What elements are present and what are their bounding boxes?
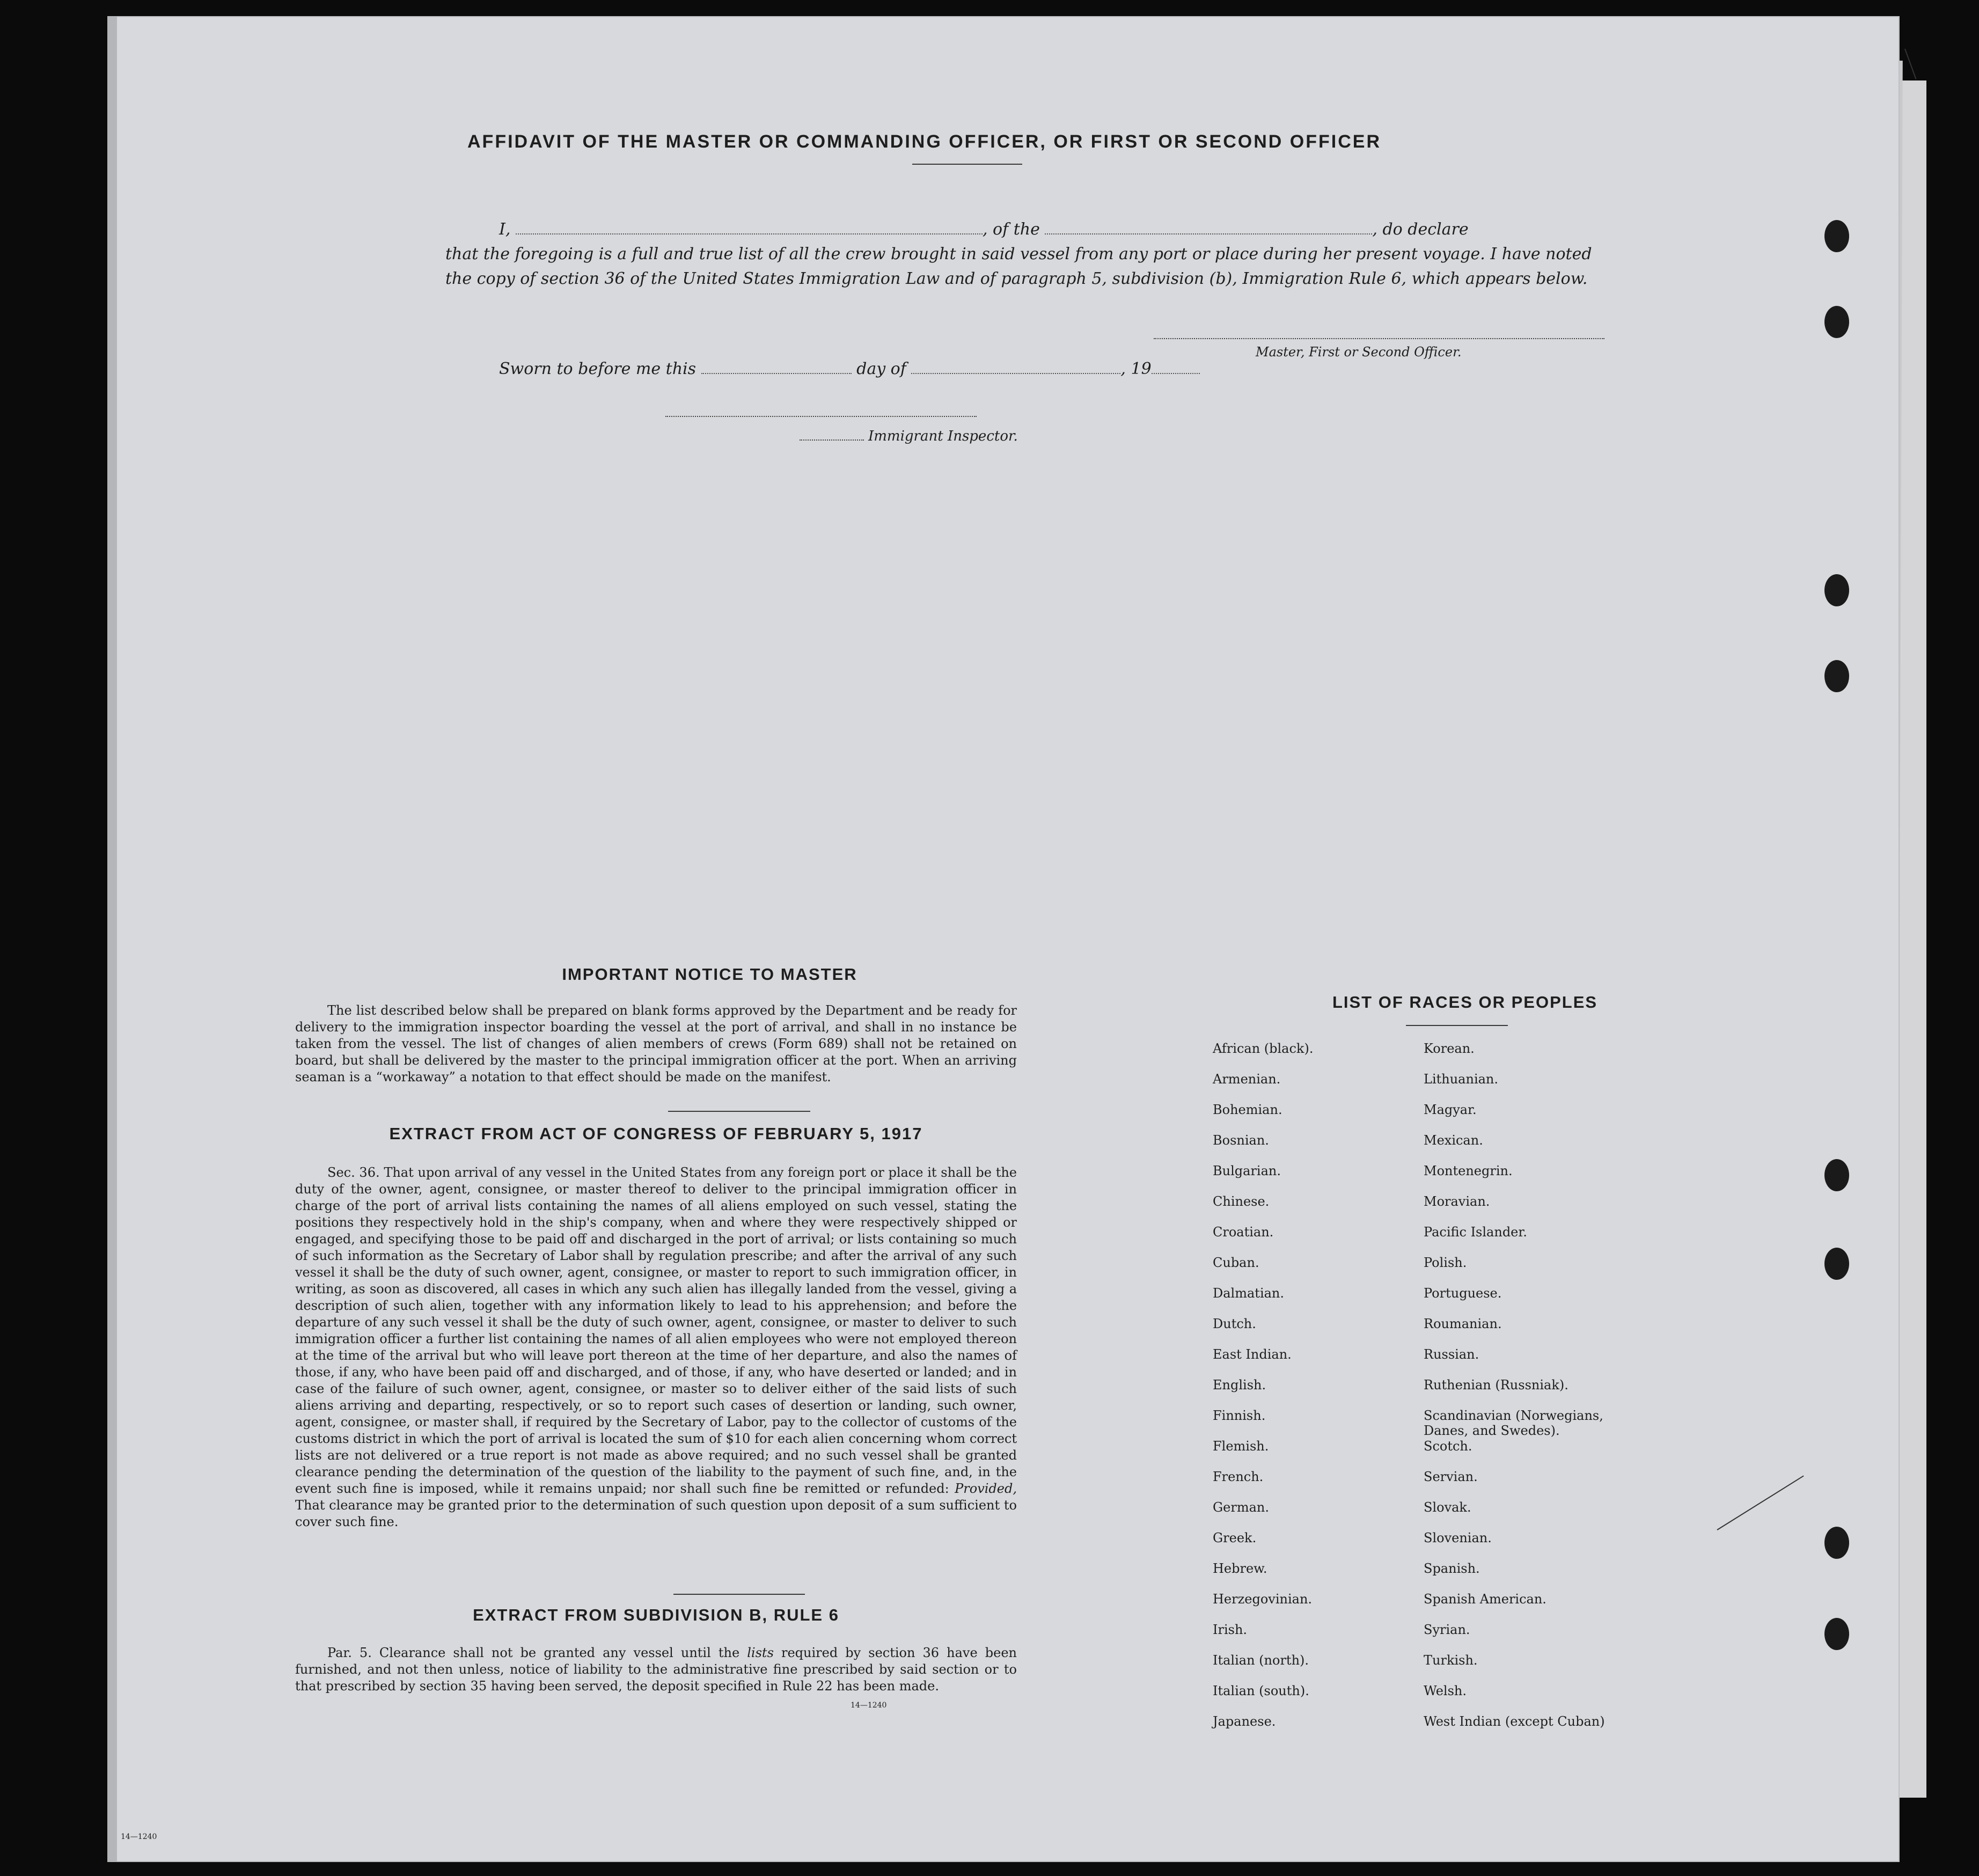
race-item: French. xyxy=(1213,1469,1264,1484)
race-item: Magyar. xyxy=(1424,1102,1477,1117)
race-item: West Indian (except Cuban) xyxy=(1424,1714,1605,1729)
rule-lists: lists xyxy=(747,1645,774,1660)
race-item: Spanish. xyxy=(1424,1561,1480,1576)
of-the-label: , of the xyxy=(982,220,1040,239)
affidavit-title: AFFIDAVIT OF THE MASTER OR COMMANDING OFFICER, OR FIRST OR SECOND OFFICER xyxy=(467,131,1381,152)
affidavit-text xyxy=(445,217,1607,291)
race-item: German. xyxy=(1213,1500,1269,1515)
race-item: Scandinavian (Norwegians, Danes, and Swedes). xyxy=(1424,1408,1603,1438)
race-item: Syrian. xyxy=(1424,1622,1470,1637)
sworn-prefix: Sworn to before me this xyxy=(499,360,697,378)
race-item: Bosnian. xyxy=(1213,1133,1269,1148)
binder-hole-icon xyxy=(1824,1159,1849,1191)
affidavit-body: that the foregoing is a full and true list of all the crew brought in said vessel from any port or place during her present voyage. I have noted the copy of section 36 of the United States Immigration Law and of paragraph 5, subdivision (b), Immigration Rule 6, which appears below. xyxy=(445,245,1592,288)
race-item: African (black). xyxy=(1213,1041,1314,1056)
inspector-line xyxy=(800,428,1018,444)
race-item: Croatian. xyxy=(1213,1225,1274,1240)
pencil-mark xyxy=(1904,49,1916,79)
race-item: Pacific Islander. xyxy=(1424,1225,1527,1240)
race-item: Cuban. xyxy=(1213,1255,1259,1270)
signature-line[interactable] xyxy=(1154,338,1604,339)
race-item: Bohemian. xyxy=(1213,1102,1282,1117)
race-item: Chinese. xyxy=(1213,1194,1270,1209)
binder-hole-icon xyxy=(1824,574,1849,606)
pencil-mark xyxy=(1717,1475,1804,1530)
vessel-blank[interactable] xyxy=(1045,223,1372,234)
race-item: East Indian. xyxy=(1213,1347,1292,1362)
month-blank[interactable] xyxy=(911,362,1120,374)
divider xyxy=(668,1111,810,1112)
day-blank[interactable] xyxy=(701,362,852,374)
race-item: Herzegovinian. xyxy=(1213,1592,1313,1607)
race-item: Bulgarian. xyxy=(1213,1163,1281,1178)
race-item: Korean. xyxy=(1424,1041,1475,1056)
notice-body: The list described below shall be prepared on blank forms approved by the Department and be ready for delivery to the immigration inspector boarding the vessel at the port of arrival, and shall in no instance be taken from the vessel. The list of changes of alien members of crews (Form 689) shall not be retained on board, but shall be delivered by the master to the principal immigration officer at the port. When an arriving seaman is a “workaway” a notation to that effect should be made on the manifest. xyxy=(295,1003,1017,1084)
race-item: Polish. xyxy=(1424,1255,1467,1270)
rule-body-a: Par. 5. Clearance shall not be granted any vessel until the xyxy=(327,1645,747,1660)
binder-hole-icon xyxy=(1824,220,1849,252)
day-of-label: day of xyxy=(856,360,906,378)
inspector-label: Immigrant Inspector. xyxy=(868,428,1018,444)
page-edge xyxy=(107,16,117,1862)
footer-form-number: 14—1240 xyxy=(121,1833,157,1841)
races-title: LIST OF RACES OR PEOPLES xyxy=(1332,993,1598,1012)
act-provided: Provided, xyxy=(955,1481,1017,1496)
divider xyxy=(1406,1025,1508,1026)
race-item: Italian (north). xyxy=(1213,1653,1309,1668)
race-item: Portuguese. xyxy=(1424,1286,1502,1301)
divider xyxy=(912,164,1022,165)
race-item: Roumanian. xyxy=(1424,1316,1502,1331)
notice-title: IMPORTANT NOTICE TO MASTER xyxy=(562,965,857,984)
race-item: Greek. xyxy=(1213,1530,1257,1545)
race-item: Flemish. xyxy=(1213,1439,1269,1454)
rule-form-number: 14—1240 xyxy=(851,1701,887,1710)
binder-hole-icon xyxy=(1824,660,1849,692)
binder-hole-icon xyxy=(1824,1618,1849,1650)
race-item: English. xyxy=(1213,1377,1266,1393)
race-item: Welsh. xyxy=(1424,1683,1467,1698)
signature-label: Master, First or Second Officer. xyxy=(1256,345,1462,360)
race-item: Finnish. xyxy=(1213,1408,1266,1423)
i-label: I, xyxy=(499,220,511,239)
race-item: Moravian. xyxy=(1424,1194,1490,1209)
race-item: Armenian. xyxy=(1213,1072,1281,1087)
rule-title: EXTRACT FROM SUBDIVISION B, RULE 6 xyxy=(473,1606,839,1624)
binder-hole-icon xyxy=(1824,1248,1849,1280)
inspector-signature-line[interactable] xyxy=(665,416,977,417)
race-item: Italian (south). xyxy=(1213,1683,1309,1698)
race-item: Spanish American. xyxy=(1424,1592,1546,1607)
races-left-column xyxy=(1213,1041,1417,1745)
act-body-a: Sec. 36. That upon arrival of any vessel in the United States from any foreign port or place it shall be the duty of the owner, agent, consignee, or master thereof to deliver to the principal immigration officer in charge of the port of arrival lists containing the names of all aliens employed on such vessel, stating the positions they respectively hold in the ship's company, when and where they were respectively shipped or engaged, and specifying those to be paid off and discharged in the port of arrival; or lists containing so much of such information as the Secretary of Labor shall by regulation prescribe; and after the arrival of any such vessel it shall be the duty of such owner, agent, consignee, or master to report to such immigration officer, in writing, as soon as discovered, all cases in which any such alien has illegally landed from the vessel, giving a description of such alien, together with any information likely to lead to his apprehension; and before the departure of any such vessel it shall be the duty of such owner, agent, consignee, or master to deliver to such immigration officer a further list containing the names of all alien employees who were not employed thereon at the time of the arrival but who will leave port thereon at the time of her departure, and also the names of those, if any, who have been paid off and discharged, and of those, if any, who have deserted or landed; and in case of the failure of such owner, agent, consignee, or master so to deliver either of the said lists of such aliens arriving and departing, respectively, or so to report such cases of desertion or landing, such owner, agent, consignee, or master shall, if required by the Secretary of Labor, pay to the collector of customs of the customs district in which the port of arrival is located the sum of $10 for each alien concerning whom correct lists are not delivered or a true report is not made as above required; and no such vessel shall be granted clearance pending the determination of the question of the liability to the payment of such fine, and, in the event such fine is imposed, while it remains unpaid; nor shall such fine be remitted or refunded: xyxy=(295,1165,1017,1496)
race-item: Dutch. xyxy=(1213,1316,1256,1331)
act-body-b: That clearance may be granted prior to the determination of such question upon deposit of a sum sufficient to cover such fine. xyxy=(295,1498,1017,1529)
sworn-line xyxy=(499,360,1200,378)
inspector-blank[interactable] xyxy=(800,439,864,441)
race-item: Servian. xyxy=(1424,1469,1478,1484)
race-item: Dalmatian. xyxy=(1213,1286,1285,1301)
race-item: Turkish. xyxy=(1424,1653,1478,1668)
race-item: Montenegrin. xyxy=(1424,1163,1513,1178)
binder-hole-icon xyxy=(1824,1527,1849,1559)
race-item: Slovenian. xyxy=(1424,1530,1492,1545)
race-item: Ruthenian (Russniak). xyxy=(1424,1377,1568,1393)
act-title: EXTRACT FROM ACT OF CONGRESS OF FEBRUARY 5, 1917 xyxy=(389,1124,923,1143)
name-blank[interactable] xyxy=(516,223,983,234)
rule-body xyxy=(295,1645,1017,1695)
year-prefix: , 19 xyxy=(1120,360,1152,378)
do-declare-label: , do declare xyxy=(1372,220,1469,239)
race-item: Mexican. xyxy=(1424,1133,1483,1148)
binder-hole-icon xyxy=(1824,306,1849,338)
race-item: Japanese. xyxy=(1213,1714,1276,1729)
race-item: Slovak. xyxy=(1424,1500,1471,1515)
races-right-column xyxy=(1424,1041,1628,1745)
divider xyxy=(673,1594,805,1595)
race-item: Hebrew. xyxy=(1213,1561,1267,1576)
year-blank[interactable] xyxy=(1152,362,1200,374)
race-item: Russian. xyxy=(1424,1347,1479,1362)
act-body xyxy=(295,1164,1017,1530)
race-item: Irish. xyxy=(1213,1622,1248,1637)
rule-body-b: required by section 36 have been furnished, and not then unless, notice of liability to the administrative fine prescribed by said section or to that prescribed by section 35 having been served, the deposit specified in Rule 22 has been made. xyxy=(295,1645,1017,1694)
manifest-page xyxy=(107,16,1900,1862)
race-item: Scotch. xyxy=(1424,1439,1472,1454)
race-item: Lithuanian. xyxy=(1424,1072,1499,1087)
